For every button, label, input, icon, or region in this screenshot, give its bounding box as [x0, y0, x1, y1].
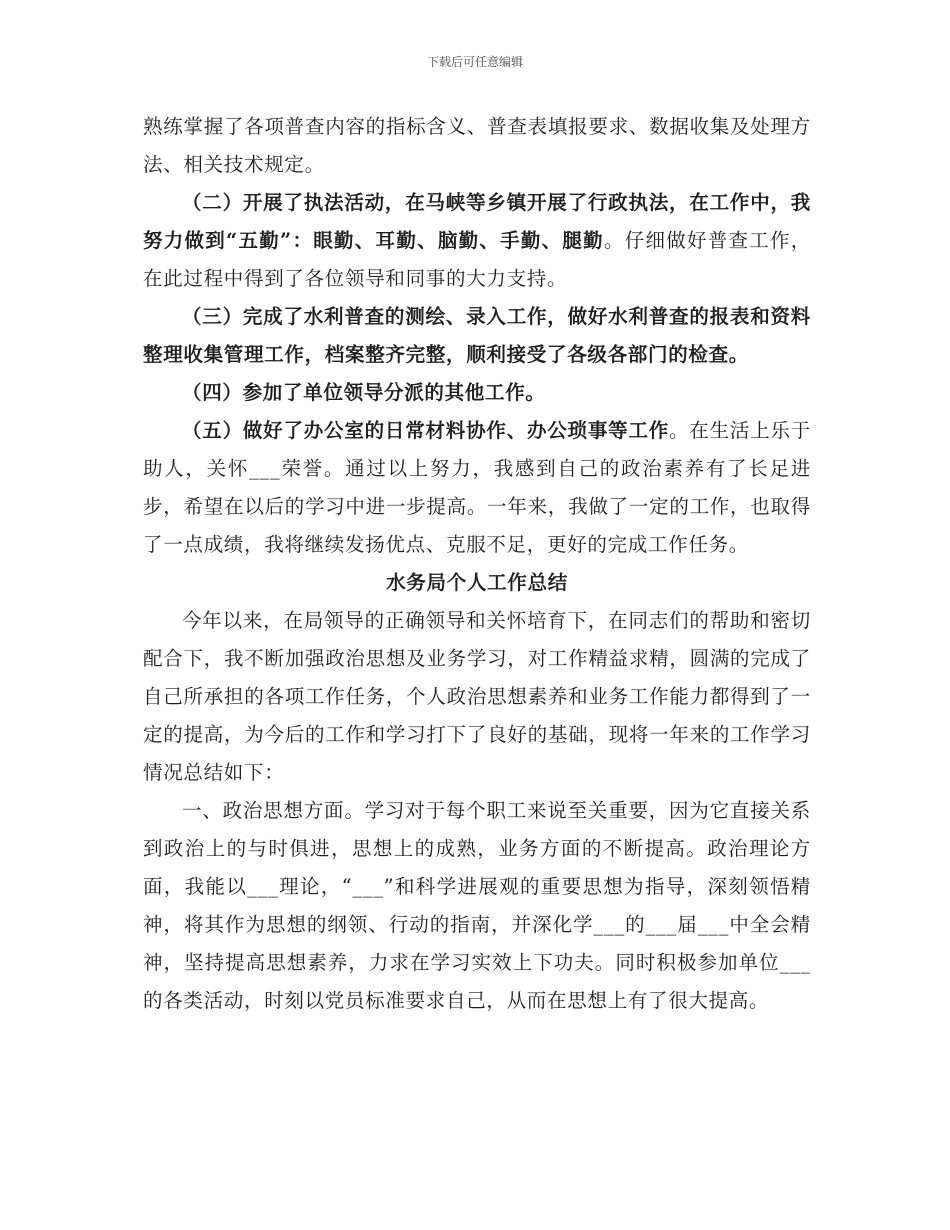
- paragraph-item-5-rest: 。在生活上乐于助人，关怀___荣誉。通过以上努力，我感到自己的政治素养有了长足进步，希望在以后的学习中进一步提高。一年来，我做了一定的工作，也取得了一点成绩，我将继续发扬优点、克服不足，更好的完成工作任务。: [143, 419, 811, 556]
- section-title: 水务局个人工作总结: [386, 571, 568, 594]
- paragraph-intro: 今年以来，在局领导的正确领导和关怀培育下，在同志们的帮助和密切配合下，我不断加强政治思想及业务学习，对工作精益求精，圆满的完成了自己所承担的各项工作任务，个人政治思想素养和业务工作能力都得到了一定的提高，为今后的工作和学习打下了良好的基础，现将一年来的工作学习情况总结如下：: [143, 609, 811, 784]
- page-header-note: 下载后可任意编辑: [426, 55, 523, 69]
- paragraph-item-4: （四）参加了单位领导分派的其他工作。: [182, 381, 546, 404]
- paragraph-item-2-rest: 。仔细做好普查工作，在此过程中得到了各位领导和同事的大力支持。: [143, 229, 811, 290]
- paragraph-item-2-bold: （二）开展了执法活动，在马峡等乡镇开展了行政执法，在工作中，我努力做到“五勤”：眼勤、耳勤、脑勤、手勤、腿勤: [143, 191, 811, 252]
- paragraph-item-3: （三）完成了水利普查的测绘、录入工作，做好水利普查的报表和资料整理收集管理工作，档案整齐完整，顺利接受了各级各部门的检查。: [143, 305, 811, 366]
- document-body: [143, 108, 811, 1020]
- paragraph-item-2: [143, 184, 811, 298]
- paragraph-item-5-bold: （五）做好了办公室的日常材料协作、办公琐事等工作: [182, 419, 670, 442]
- paragraph-continued: 熟练掌握了各项普查内容的指标含义、普查表填报要求、数据收集及处理方法、相关技术规定。: [143, 115, 811, 176]
- paragraph-political: 一、政治思想方面。学习对于每个职工来说至关重要，因为它直接关系到政治上的与时俱进，思想上的成熟，业务方面的不断提高。政治理论方面，我能以___理论，“___”和科学进展观的重要思想为指导，深刻领悟精神，将其作为思想的纲领、行动的指南，并深化学___的___届___中全会精神，坚持提高思想素养，力求在学习实效上下功夫。同时积极参加单位___的各类活动，时刻以党员标准要求自己，从而在思想上有了很大提高。: [143, 799, 811, 1012]
- paragraph-item-5: [143, 412, 811, 564]
